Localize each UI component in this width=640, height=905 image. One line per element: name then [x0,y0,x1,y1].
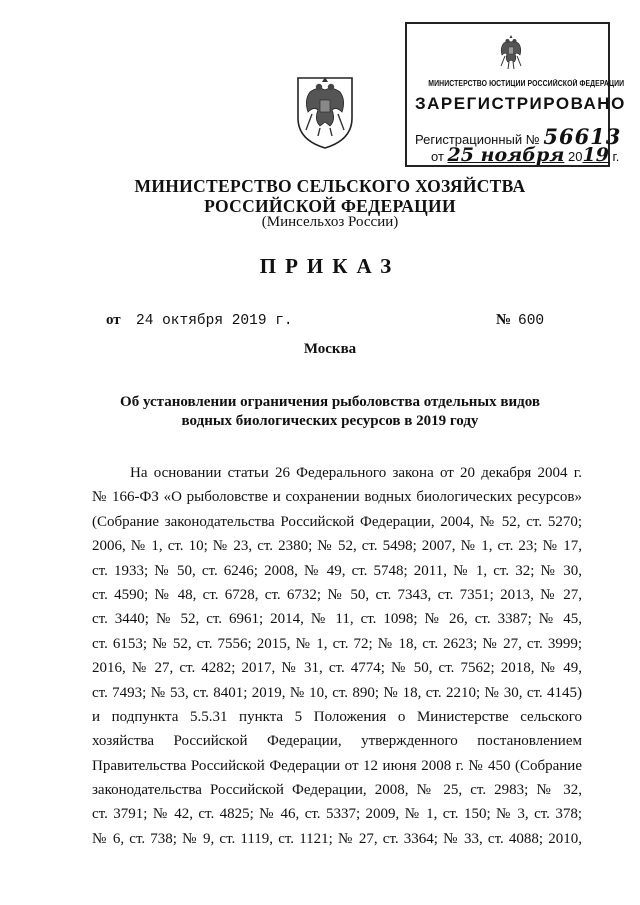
body-line: № 6, ст. 738; № 9, ст. 1119, ст. 1121; № 27, ст. 3364; № 33, ст. 4088; 2010, [92,830,582,847]
ministry-name-line2: РОССИЙСКОЙ ФЕДЕРАЦИИ [204,196,456,216]
body-line: ст. 6153; № 52, ст. 7556; 2015, № 1, ст. 72; № 18, ст. 2623; № 27, ст. 3999; [92,635,582,652]
stamp-reg-number: 56613 [543,124,622,149]
registration-stamp [405,22,626,167]
stamp-year-print: 20 [568,149,583,164]
body-line: ст. 1933; № 50, ст. 6246; 2008, № 49, ст. 5748; 2011, № 1, ст. 32; № 30, [92,562,582,579]
stamp-year-handwritten: 19 [582,144,609,166]
ministry-name-line1: МИНИСТЕРСТВО СЕЛЬСКОГО ХОЗЯЙСТВА [134,176,526,196]
document-type: ПРИКАЗ [259,254,401,278]
coat-of-arms-emblem [292,70,358,150]
body-line: (Собрание законодательства Российской Федерации, 2004, № 52, ст. 5270; [92,513,582,530]
stamp-date-prefix: от [431,149,444,164]
body-line: № 166-ФЗ «О рыболовстве и сохранении водных биологических ресурсов» [92,489,582,506]
body-line: 2016, № 27, ст. 4282; 2017, № 31, ст. 4774; № 50, ст. 7562; 2018, № 49, [92,660,582,677]
stamp-year-suffix: г. [612,149,620,164]
body-line: законодательства Российской Федерации, 2008, № 25, ст. 2983; № 32, [92,782,582,799]
ministry-short-name: (Минсельхоз России) [261,214,399,230]
body-line: ст. 3440; № 52, ст. 6961; 2014, № 11, ст. 1098; № 26, ст. 3387; № 45, [92,611,582,628]
body-line: На основании статьи 26 Федерального закона от 20 декабря 2004 г. [130,465,582,481]
order-number: 600 [518,313,545,329]
stamp-emblem-icon [495,34,527,72]
order-title [100,393,560,431]
body-line: ст. 4590; № 48, ст. 6728, ст. 6732; № 50, ст. 7343, ст. 7351; 2013, № 27, [92,586,582,603]
date-label: от [106,312,121,328]
body-line: ст. 7493; № 53, ст. 8401; 2019, № 10, ст. 890; № 18, ст. 2210; № 30, ст. 4145) [92,684,582,701]
stamp-date-handwritten: 25 ноября [447,144,565,166]
order-title-line2: водных биологических ресурсов в 2019 году [181,413,479,429]
body-text [92,461,582,851]
body-line: Правительства Российской Федерации от 12 июня 2008 г. № 450 (Собрание [92,757,582,774]
stamp-department: МИНИСТЕРСТВО ЮСТИЦИИ РОССИЙСКОЙ ФЕДЕРАЦИИ [428,79,625,88]
body-line: и подпункта 5.5.31 пункта 5 Положения о Министерстве сельского [92,708,582,725]
order-date: 24 октября 2019 г. [136,313,293,329]
stamp-reg-label: Регистрационный № [415,132,540,147]
order-title-line1: Об установлении ограничения рыболовства отдельных видов [120,394,540,410]
ministry-name [100,176,560,216]
city: Москва [303,341,357,357]
body-line: 2006, № 1, ст. 10; № 23, ст. 2380; № 52, ст. 5498; 2007, № 1, ст. 23; № 17, [92,538,582,555]
body-line: ст. 3791; № 42, ст. 4825; № 46, ст. 5337; 2009, № 1, ст. 150; № 3, ст. 378; [92,806,582,823]
number-label: № [496,312,512,328]
stamp-status: ЗАРЕГИСТРИРОВАНО [415,94,626,113]
body-line: хозяйства Российской Федерации, утвержденного постановлением [92,733,582,750]
stamp-date-row [431,144,620,166]
